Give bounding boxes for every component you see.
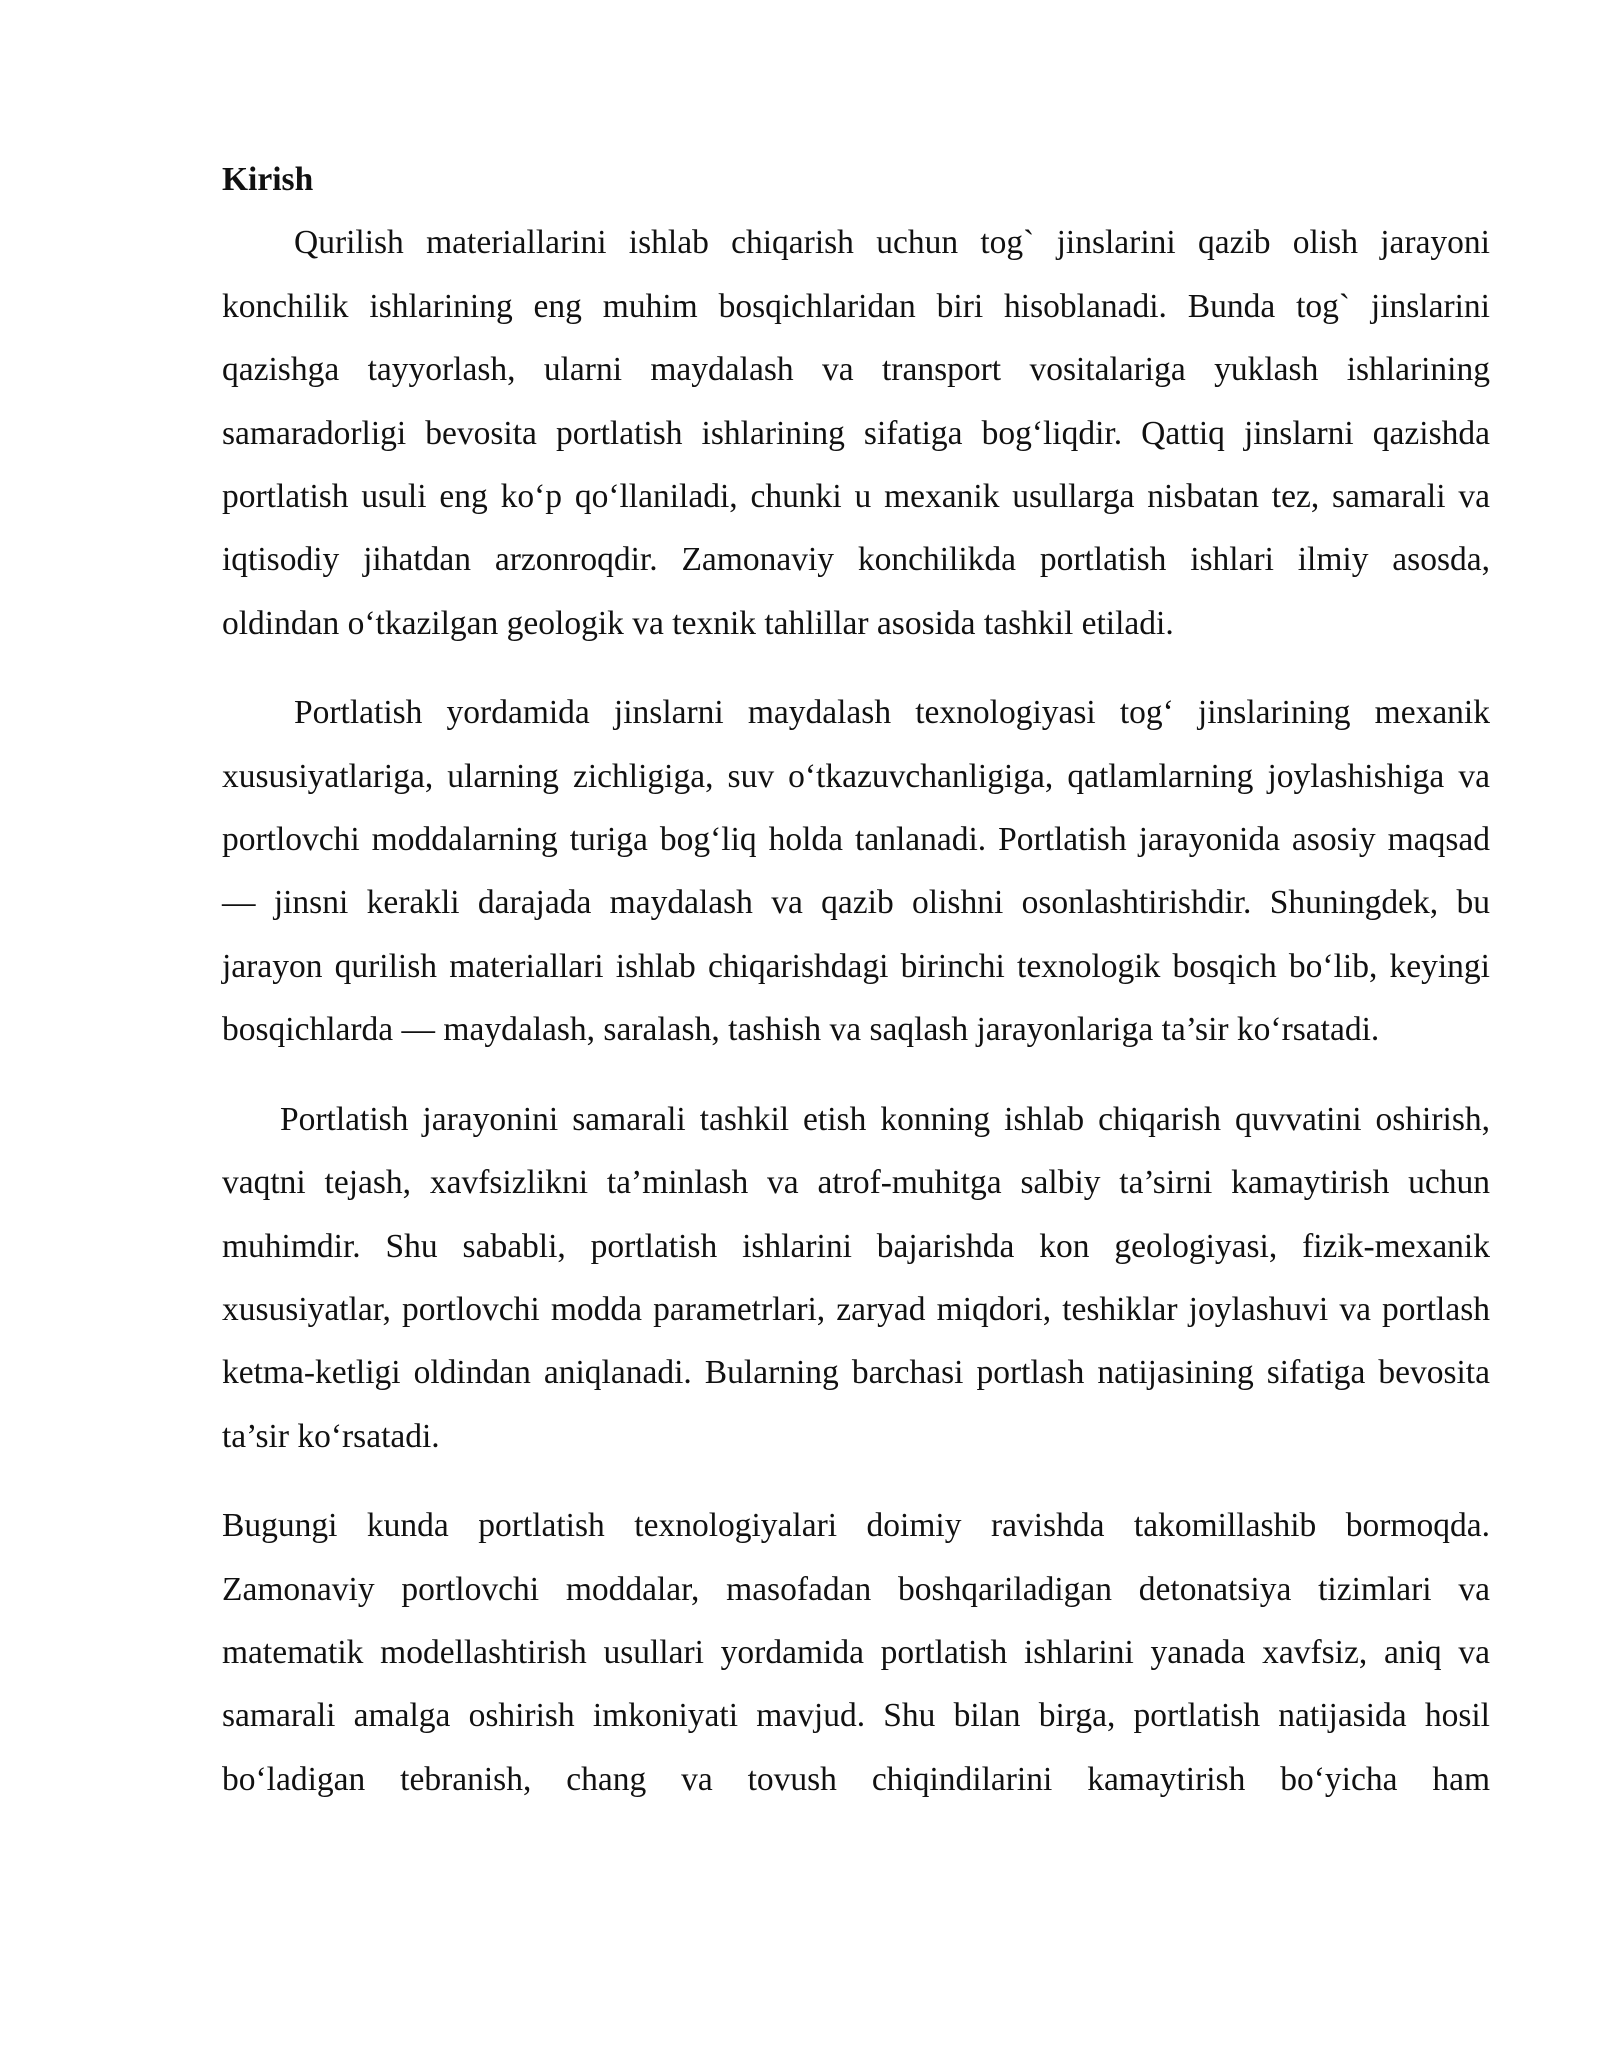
paragraph-4: Bugungi kunda portlatish texnologiyalari doimiy ravishda takomillashib bormoqda. Zamonaviy portlovchi moddalar, masofadan boshqariladigan detonatsiya tizimlari va matematik modellashtirish usullari yordamida portlatish ishlarini yanada xavfsiz, aniq va samarali amalga oshirish imkoniyati mavjud. Shu bilan birga, portlatish natijasida hosil bo‘ladigan tebranish, chang va tovush chiqindilarini kamaytirish bo‘yicha ham	[222, 1507, 1490, 1798]
document-body	[222, 148, 1490, 1811]
paragraph-1: Qurilish materiallarini ishlab chiqarish uchun tog` jinslarini qazib olish jarayoni konchilik ishlarining eng muhim bosqichlaridan biri hisoblanadi. Bunda tog` jinslarini qazishga tayyorlash, ularni maydalash va transport vositalariga yuklash ishlarining samaradorligi bevosita portlatish ishlarining sifatiga bog‘liqdir. Qattiq jinslarni qazishda portlatish usuli eng ko‘p qo‘llaniladi, chunki u mexanik usullarga nisbatan tez, samarali va iqtisodiy jihatdan arzonroqdir. Zamonaviy konchilikda portlatish ishlari ilmiy asosda, oldindan o‘tkazilgan geologik va texnik tahlillar asosida tashkil etiladi.	[222, 224, 1490, 642]
section-heading: Kirish	[222, 161, 314, 198]
paragraph-2: Portlatish yordamida jinslarni maydalash texnologiyasi tog‘ jinslarining mexanik xususiyatlariga, ularning zichligiga, suv o‘tkazuvchanligiga, qatlamlarning joylashishiga va portlovchi moddalarning turiga bog‘liq holda tanlanadi. Portlatish jarayonida asosiy maqsad — jinsni kerakli darajada maydalash va qazib olishni osonlashtirishdir. Shuningdek, bu jarayon qurilish materiallari ishlab chiqarishdagi birinchi texnologik bosqich bo‘lib, keyingi bosqichlarda — maydalash, saralash, tashish va saqlash jarayonlariga ta’sir ko‘rsatadi.	[222, 694, 1490, 1049]
paragraph-3: Portlatish jarayonini samarali tashkil etish konning ishlab chiqarish quvvatini oshirish, vaqtni tejash, xavfsizlikni ta’minlash va atrof-muhitga salbiy ta’sirni kamaytirish uchun muhimdir. Shu sababli, portlatish ishlarini bajarishda kon geologiyasi, fizik-mexanik xususiyatlar, portlovchi modda parametrlari, zaryad miqdori, teshiklar joylashuvi va portlash ketma-ketligi oldindan aniqlanadi. Bularning barchasi portlash natijasining sifatiga bevosita ta’sir ko‘rsatadi.	[222, 1100, 1490, 1455]
